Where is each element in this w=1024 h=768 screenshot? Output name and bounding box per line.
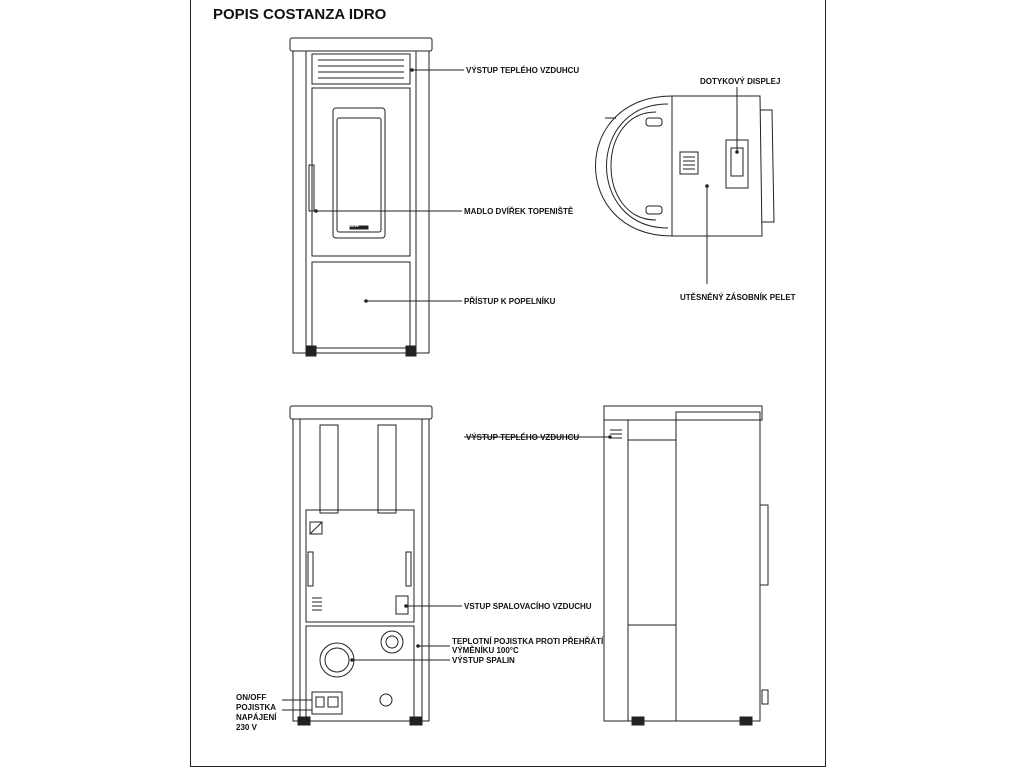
side-tank: [676, 412, 760, 721]
label-onoff: ON/OFF: [236, 693, 267, 702]
front-door: [312, 88, 410, 256]
front-foot-left: [306, 346, 316, 356]
back-handle-left: [308, 552, 313, 586]
label-side-hot-air: VÝSTUP TEPLÉHO VZDUHCU: [466, 433, 580, 442]
front-hot-air-grille: [312, 54, 410, 84]
front-foot-right: [406, 346, 416, 356]
side-middle: [628, 420, 676, 721]
side-view: [604, 406, 768, 725]
back-rail-left: [320, 425, 338, 513]
back-view: [290, 406, 432, 725]
brand-plate-text: Stove: [348, 223, 359, 228]
ash-drawer: [312, 262, 410, 348]
label-pellet-tank: UTĚSNĚNÝ ZÁSOBNÍK PELET: [680, 293, 796, 302]
label-flue-outlet: VÝSTUP SPALIN: [452, 656, 515, 665]
front-view: [290, 38, 432, 356]
top-grip-upper: [646, 118, 662, 126]
label-power: NAPÁJENÍ: [236, 713, 277, 722]
label-thermal-fuse-line1: TEPLOTNÍ POJISTKA PROTI PŘEHŘÁTÍ: [452, 637, 604, 646]
top-rear: [760, 110, 774, 222]
label-fuse: POJISTKA: [236, 703, 277, 712]
door-glass: [333, 108, 385, 238]
back-rail-right: [378, 425, 396, 513]
front-top-cap: [290, 38, 432, 51]
label-voltage: 230 V: [236, 723, 257, 732]
thermal-fuse-round: [381, 631, 403, 653]
page-title: POPIS COSTANZA IDRO: [213, 6, 387, 23]
top-grip-lower: [646, 206, 662, 214]
side-top-cap: [604, 406, 762, 420]
front-body: [293, 51, 429, 353]
water-fitting: [380, 694, 392, 706]
side-rear-bump: [760, 505, 768, 585]
top-vent: [680, 152, 698, 174]
label-ash-access: PŘÍSTUP K POPELNÍKU: [464, 297, 556, 306]
back-handle-right: [406, 552, 411, 586]
leader-lines: [282, 70, 737, 710]
top-view: [596, 96, 775, 236]
label-touch-display: DOTYKOVÝ DISPLEJ: [700, 77, 781, 86]
label-combustion-air: VSTUP SPALOVACÍHO VZDUCHU: [464, 602, 592, 611]
side-front-panel: [604, 420, 628, 721]
label-thermal-fuse-line2: VÝMĚNÍKU 100°C: [452, 646, 519, 655]
label-front-hot-air: VÝSTUP TEPLÉHO VZDUHCU: [466, 66, 580, 75]
label-door-handle: MADLO DVÍŘEK TOPENIŠTĚ: [464, 207, 574, 216]
